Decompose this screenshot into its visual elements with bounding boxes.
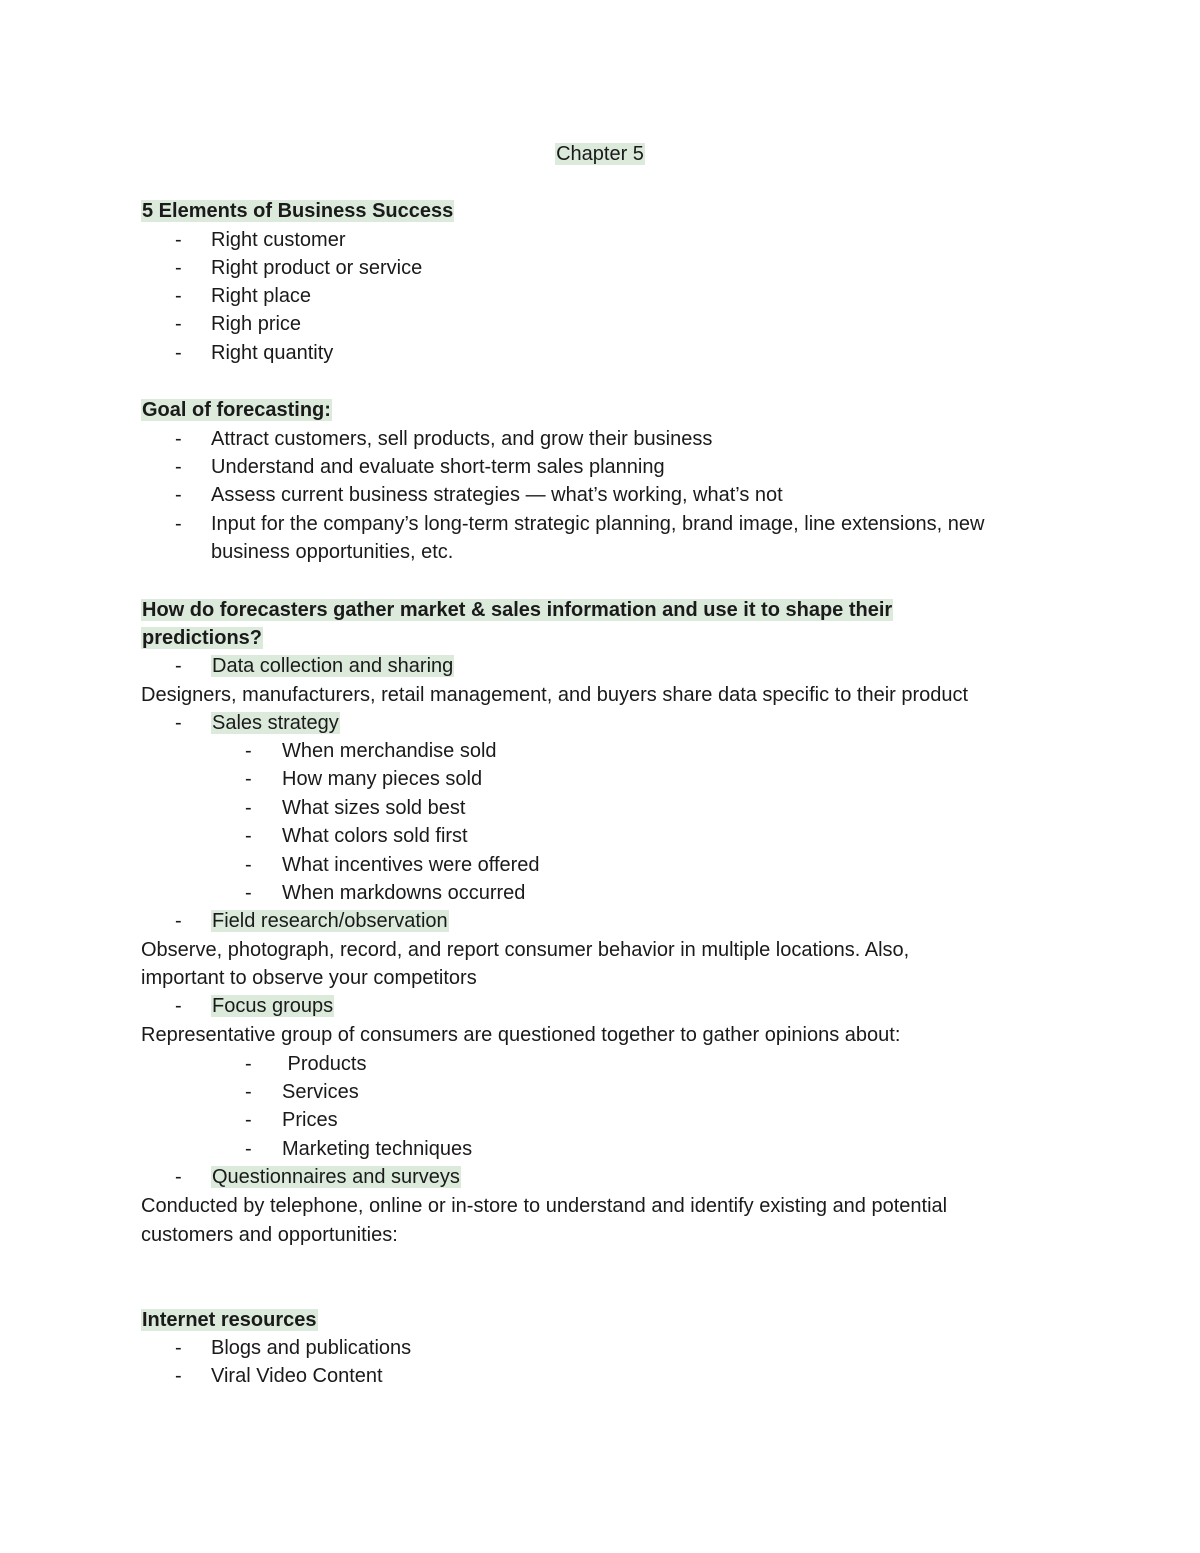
list-item: Right place [211, 285, 312, 307]
bullet-dash: - [175, 313, 182, 335]
list-item: What sizes sold best [282, 797, 466, 819]
subheading-text: Questionnaires and surveys [212, 1166, 460, 1188]
bullet-dash: - [245, 882, 252, 904]
list-item: When markdowns occurred [282, 882, 526, 904]
section-heading [141, 1306, 318, 1334]
list-item: Input for the company’s long-term strategic planning, brand image, line extensions, new [211, 513, 985, 535]
heading-text: 5 Elements of Business Success [142, 200, 454, 222]
heading-text: Goal of forecasting: [142, 399, 331, 421]
subheading-data-collection [211, 652, 454, 680]
list-item: Viral Video Content [211, 1365, 383, 1387]
list-item: Services [282, 1081, 359, 1103]
subheading-sales-strategy [211, 709, 340, 737]
section-heading-continuation [141, 624, 263, 652]
bullet-dash: - [175, 229, 182, 251]
page-title [0, 140, 1200, 168]
section-heading [141, 596, 893, 624]
list-item: When merchandise sold [282, 740, 497, 762]
subheading-focus-groups [211, 992, 334, 1020]
paragraph: Conducted by telephone, online or in-store to understand and identify existing and potential [141, 1195, 948, 1217]
list-item: Righ price [211, 313, 302, 335]
subheading-field-research [211, 907, 449, 935]
bullet-dash: - [245, 1109, 252, 1131]
bullet-dash: - [175, 513, 182, 535]
bullet-dash: - [245, 768, 252, 790]
bullet-dash: - [175, 1365, 182, 1387]
page-title-text: Chapter 5 [556, 143, 644, 165]
paragraph: customers and opportunities: [141, 1224, 398, 1246]
list-item: Prices [282, 1109, 338, 1131]
bullet-dash: - [175, 910, 182, 932]
heading-text: predictions? [142, 627, 263, 649]
bullet-dash: - [245, 825, 252, 847]
bullet-dash: - [175, 484, 182, 506]
bullet-dash: - [245, 1053, 252, 1075]
subheading-text: Focus groups [212, 995, 334, 1017]
list-item: Understand and evaluate short-term sales planning [211, 456, 665, 478]
paragraph: Designers, manufacturers, retail management, and buyers share data specific to their product [141, 684, 969, 706]
bullet-dash: - [175, 1337, 182, 1359]
list-item: How many pieces sold [282, 768, 483, 790]
bullet-dash: - [245, 740, 252, 762]
bullet-dash: - [245, 797, 252, 819]
subheading-text: Field research/observation [212, 910, 448, 932]
list-item: Right product or service [211, 257, 423, 279]
list-item: Marketing techniques [282, 1138, 473, 1160]
section-heading [141, 396, 332, 424]
paragraph: important to observe your competitors [141, 967, 477, 989]
list-item-continuation: business opportunities, etc. [211, 541, 454, 563]
paragraph: Observe, photograph, record, and report consumer behavior in multiple locations. Also, [141, 939, 910, 961]
list-item: Blogs and publications [211, 1337, 412, 1359]
bullet-dash: - [245, 854, 252, 876]
list-item: Right customer [211, 229, 346, 251]
bullet-dash: - [175, 456, 182, 478]
bullet-dash: - [175, 285, 182, 307]
heading-text: How do forecasters gather market & sales information and use it to shape their [142, 599, 893, 621]
list-item: What colors sold first [282, 825, 468, 847]
bullet-dash: - [175, 712, 182, 734]
bullet-dash: - [175, 428, 182, 450]
subheading-text: Data collection and sharing [212, 655, 454, 677]
list-item: What incentives were offered [282, 854, 540, 876]
subheading-questionnaires [211, 1163, 461, 1191]
bullet-dash: - [175, 1166, 182, 1188]
bullet-dash: - [245, 1081, 252, 1103]
list-item: Assess current business strategies — what’s working, what’s not [211, 484, 783, 506]
section-heading [141, 197, 454, 225]
bullet-dash: - [175, 257, 182, 279]
heading-text: Internet resources [142, 1309, 317, 1331]
bullet-dash: - [175, 655, 182, 677]
subheading-text: Sales strategy [212, 712, 339, 734]
list-item: Products [282, 1053, 367, 1075]
bullet-dash: - [175, 995, 182, 1017]
paragraph: Representative group of consumers are questioned together to gather opinions about: [141, 1024, 901, 1046]
list-item: Right quantity [211, 342, 334, 364]
list-item: Attract customers, sell products, and grow their business [211, 428, 713, 450]
bullet-dash: - [175, 342, 182, 364]
bullet-dash: - [245, 1138, 252, 1160]
